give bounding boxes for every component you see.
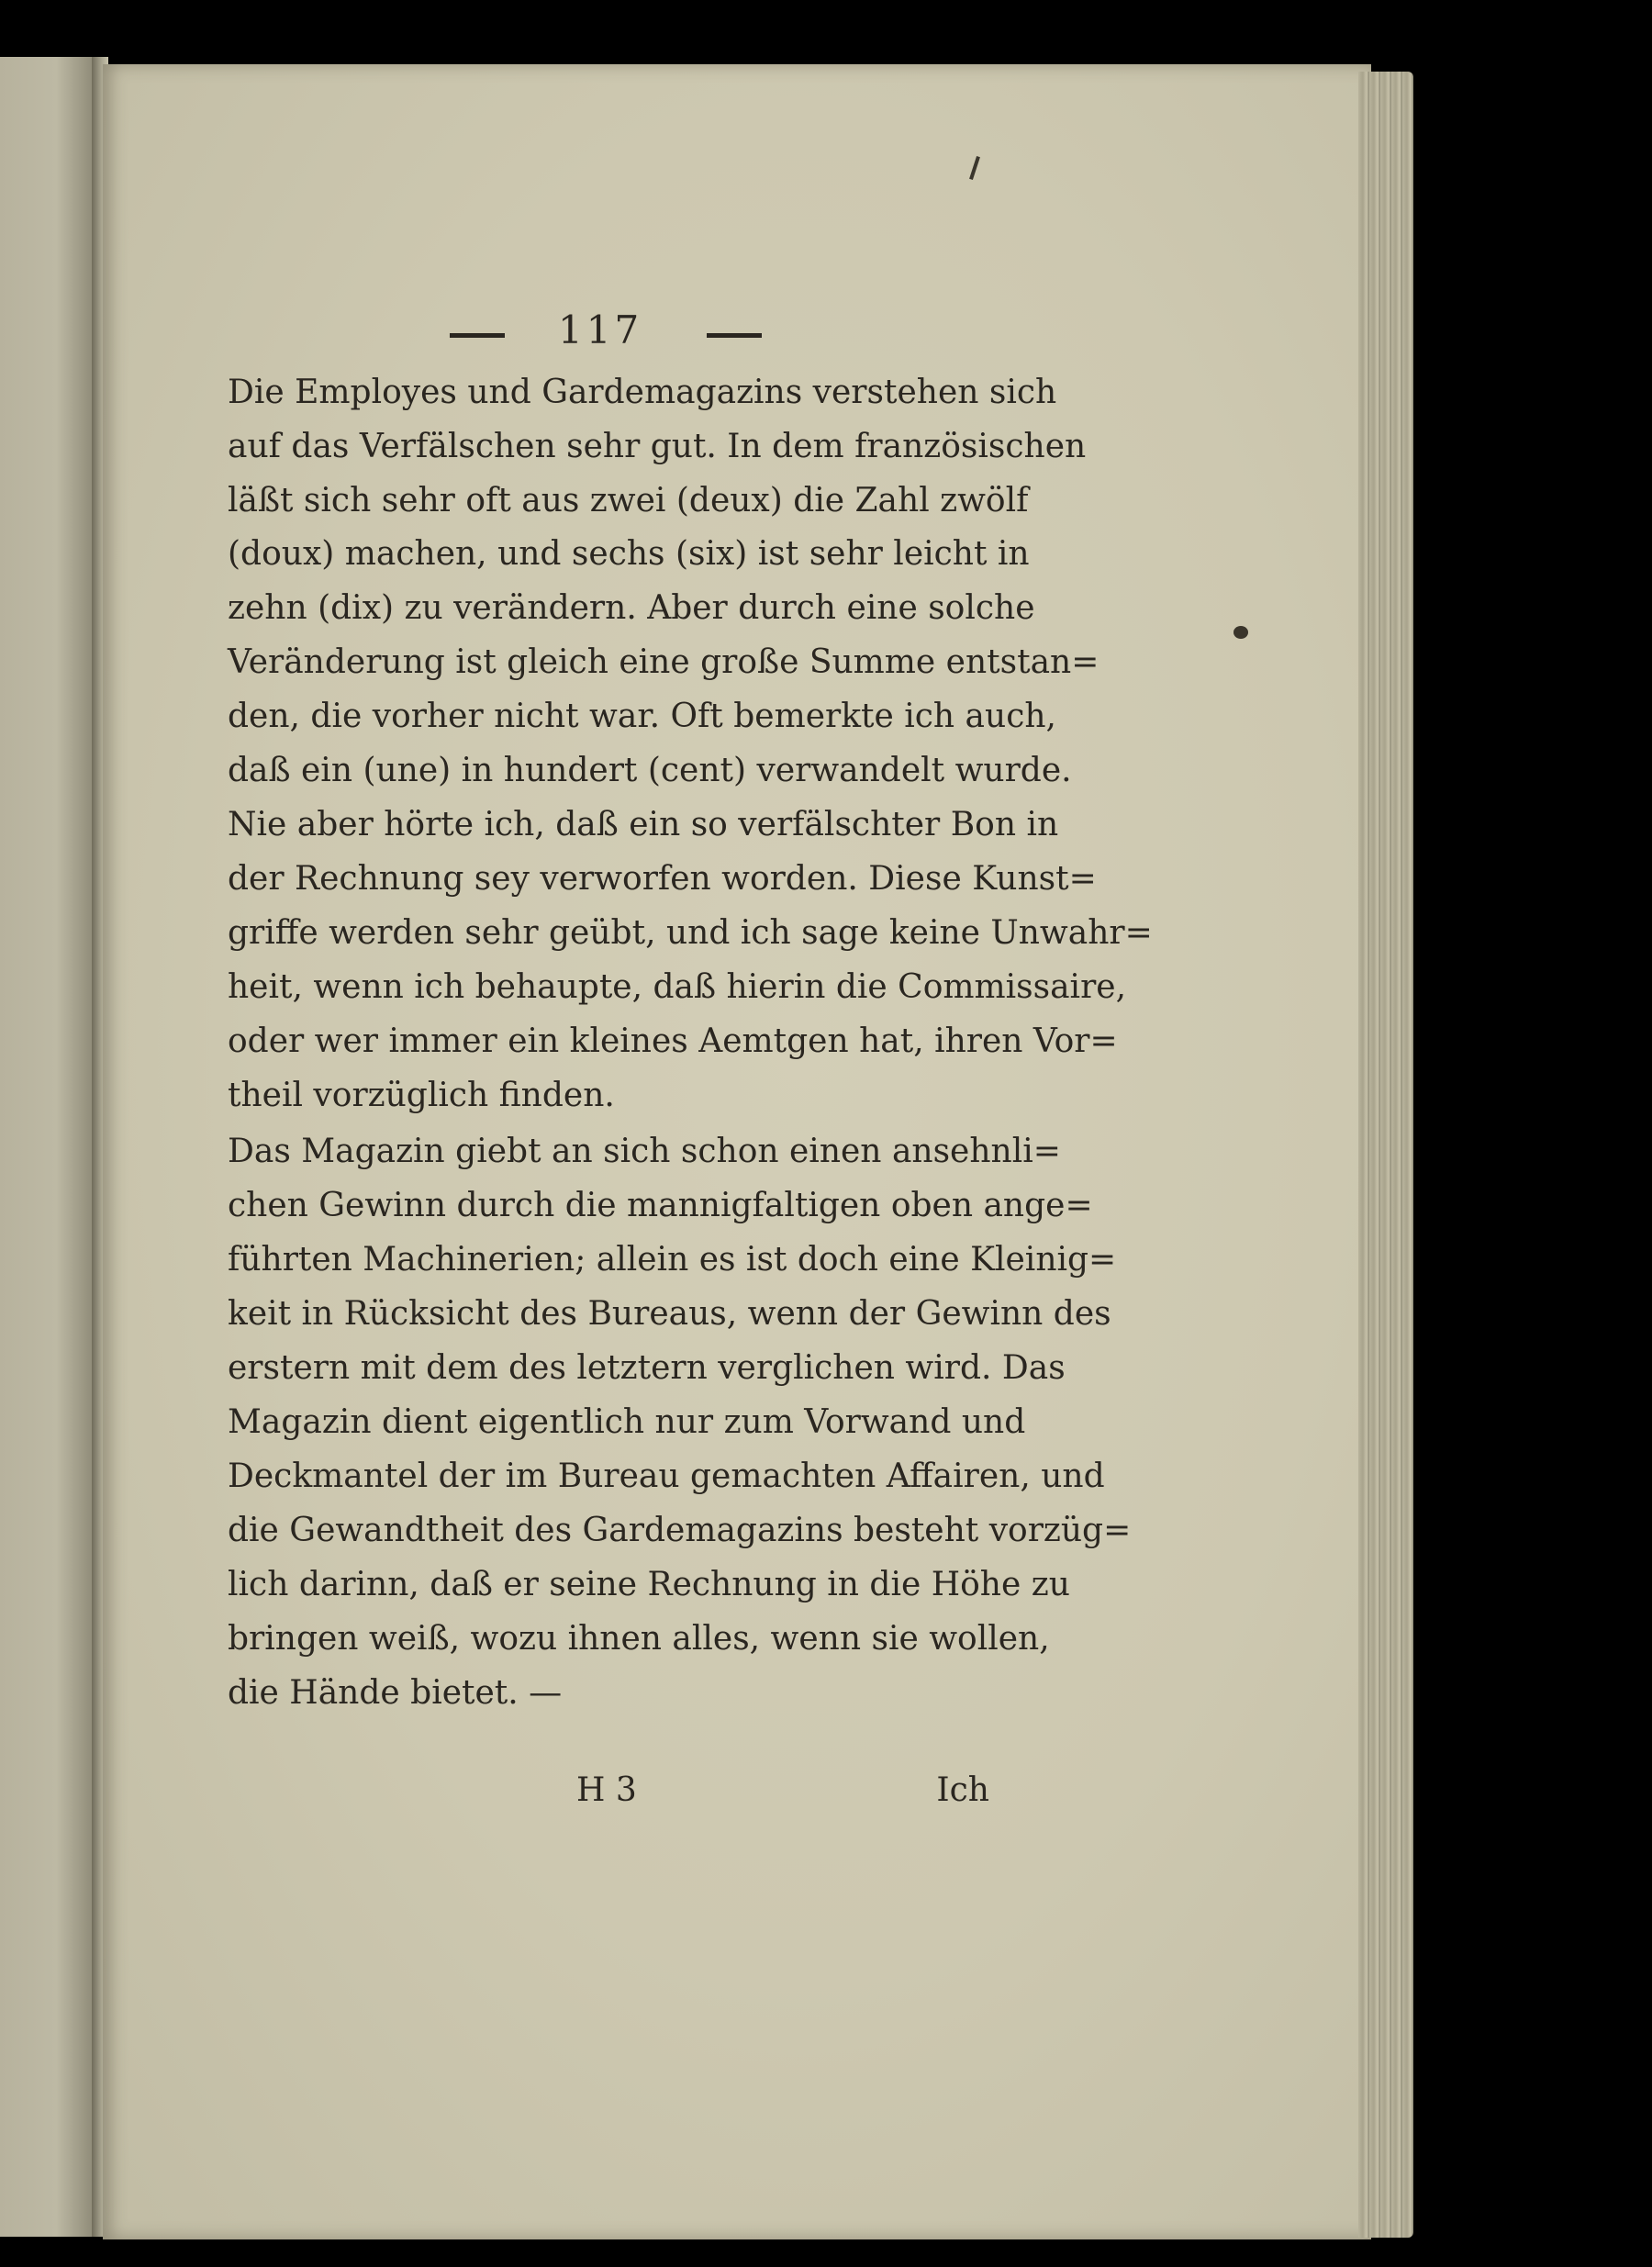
text-line: bringen weiß, wozu ihnen alles, wenn sie wollen, [228,1620,1050,1658]
text-line: oder wer immer ein kleines Aemtgen hat, ihren Vor= [228,1022,1118,1060]
text-line: Veränderung ist gleich eine große Summe entstan= [228,643,1099,681]
page-stack-edges [1358,72,1413,2238]
text-line: den, die vorher nicht war. Oft bemerkte ich auch, [228,698,1056,735]
page-number: 117 [558,307,643,352]
text-line: auf das Verfälschen sehr gut. In dem französischen [228,428,1087,465]
page-footer [228,1771,989,1817]
text-line: Nie aber hörte ich, daß ein so verfälschter Bon in [228,806,1059,843]
text-line: theil vorzüglich finden. [228,1077,615,1114]
text-line: griffe werden sehr geübt, und ich sage keine Unwahr= [228,914,1153,952]
head-dash-left [450,333,505,338]
text-line: lich darinn, daß er seine Rechnung in die Höhe zu [228,1566,1070,1603]
head-dash-right [707,333,762,338]
text-line: die Hände bietet. — [228,1674,563,1712]
text-line: daß ein (une) in hundert (cent) verwandelt wurde. [228,752,1072,789]
text-line: läßt sich sehr oft aus zwei (deux) die Zahl zwölf [228,482,1029,519]
text-line: chen Gewinn durch die mannigfaltigen oben ange= [228,1187,1093,1224]
left-page-edge [0,57,94,2237]
text-line: der Rechnung sey verworfen worden. Diese Kunst= [228,860,1097,898]
text-line: führten Machinerien; allein es ist doch eine Kleinig= [228,1241,1117,1279]
ink-mark [969,156,980,180]
text-line: die Gewandtheit des Gardemagazins besteht vorzüg= [228,1512,1132,1549]
text-line: Die Employes und Gardemagazins verstehen sich [228,374,1057,411]
text-line: (doux) machen, und sechs (six) ist sehr leicht in [228,535,1030,573]
text-line: erstern mit dem des letztern verglichen wird. Das [228,1349,1066,1387]
text-line: keit in Rücksicht des Bureaus, wenn der Gewinn des [228,1295,1111,1333]
text-line: Magazin dient eigentlich nur zum Vorwand und [228,1403,1026,1441]
catchword: Ich [936,1771,989,1809]
text-line: Das Magazin giebt an sich schon einen ansehnli= [228,1133,1061,1170]
ink-spot [1233,626,1248,639]
text-line: zehn (dix) zu verändern. Aber durch eine solche [228,589,1035,627]
text-line: Deckmantel der im Bureau gemachten Affairen, und [228,1457,1105,1495]
text-line: heit, wenn ich behaupte, daß hierin die Commissaire, [228,968,1127,1006]
running-head [229,307,991,363]
signature-mark: H 3 [576,1771,637,1809]
